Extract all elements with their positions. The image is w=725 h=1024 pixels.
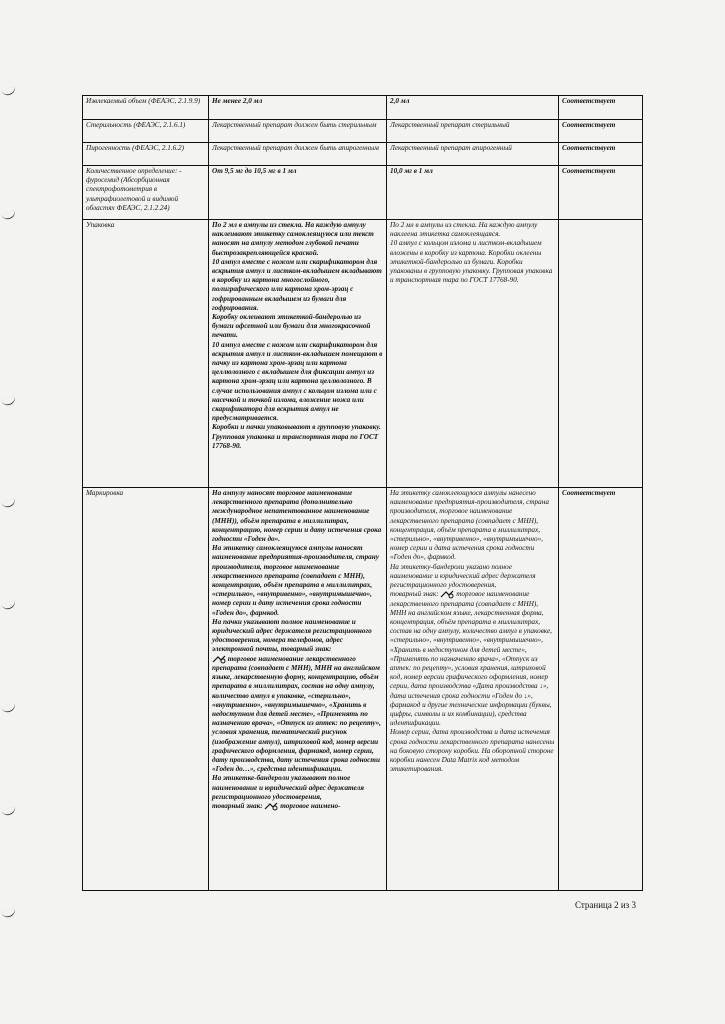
packaging-req-p1: По 2 мл в ампулы из стекла. На каждую ампулу наклеивают этикетку самоклеящуюся или текст наносят на ампулу методом глубокой печати быстрозакрепляющейся краской. (212, 221, 374, 257)
marking-req-p6 (212, 802, 383, 811)
conclusion-cell: Соответствует (559, 488, 643, 891)
trademark-logo-icon (264, 802, 278, 811)
packaging-res-p1: По 2 мл в ампулы из стекла. На каждую ампулу наклеена этикетка самоклеящаяся. (390, 221, 538, 239)
requirement-cell: Лекарственный препарат должен быть апирогенным (209, 143, 387, 166)
result-cell: 10,0 мг в 1 мл (387, 166, 559, 220)
spec-table (82, 95, 643, 891)
marking-result-cell (387, 488, 559, 891)
param-cell: Стерильность (ФЕАЭС, 2.1.6.1) (83, 120, 209, 143)
result-cell: Лекарственный препарат стерильный (387, 120, 559, 143)
marking-res-p1: На этикетку самоклеющуюся ампулы нанесено наименование предприятия-производителя, страна производителя, торговое наименование лекарственного препарата (совпадает с МНН), концентрация, объём препарата в миллилитрах, «стерильно», «внутривенно», «внутримышечно», номер серии и дата истечения срока годности «Годен до», фармкод. (390, 489, 549, 562)
requirement-cell: Не менее 2,0 мл (209, 96, 387, 120)
marking-res-p3-tail: торговое наименование лекарственного препарата (совпадает с МНН), МНН на английском языке, лекарственная форма, концентрация, объём препарата в миллилитрах, состав на одну ампулу, количество ампул в упаковке, «стерильно», «внутривенно», «внутримышечно», «Хранить в недоступном для детей месте», «Применять по назначению врача», «Отпуск из аптек: по рецепту», условия хранения, штриховой код, номер версии графического оформления, номер серии, дата производства «Дата производства ↓», дата истечения срока годности «Годен до ↓», фармакод и другие технические информации (буквы, цифры, символы и их комбинации), средства идентификации. (390, 590, 552, 728)
table-row (83, 143, 643, 166)
conclusion-cell: Соответствует (559, 143, 643, 166)
table-row (83, 96, 643, 120)
conclusion-cell: Соответствует (559, 120, 643, 143)
table-row (83, 166, 643, 220)
param-cell: Пирогенность (ФЕАЭС, 2.1.6.2) (83, 143, 209, 166)
marking-req-p2: На этикетку самоклеящуюся ампулы наносят наименование предприятия-производителя, страну производителя, торговое наименование лекарственного препарата (совпадает с МНН), концентрацию, объём препарата в миллилитрах, «стерильно», «внутривенно», «внутримышечно», номер серии и дату истечения срока годности «Годен до», фармкод. (212, 544, 379, 617)
conclusion-cell: Соответствует (559, 166, 643, 220)
param-cell: Количественное определение: - фуросемид (Абсорбционная спектрофотометрия в ультрафиолетовой и видимой областях ФЕАЭС, 2.1.2.24) (83, 166, 209, 220)
marking-req-p3: На пачки указывают полное наименование и юридический адрес держателя регистрационного удостоверения, номера телефонов, адрес электронной почты, товарный знак: (212, 617, 372, 654)
packaging-req-p2: 10 ампул вместе с ножом или скарификатором для вскрытия ампул и листком-вкладышем вкладывают в коробку из картона многослойного, полиграфического или картона хром-эрзац с гофрированным вкладышем из бумаги для гофрирования. (212, 257, 382, 312)
marking-res-p5: Номер серии, дата производства и дата истечения срока годности лекарственного препарата нанесены на боковую сторону коробки. На оборотной стороне коробки нанесен Data Matrix код методом этикетирования. (390, 728, 555, 774)
page-number: Страница 2 из 3 (575, 900, 636, 910)
table-row-packaging (83, 220, 643, 488)
trademark-logo-icon (440, 590, 454, 599)
marking-requirement-cell (209, 488, 387, 891)
param-cell: Упаковка (83, 220, 209, 488)
marking-res-p2: На этикетку-бандероли указано полное наименование и юридический адрес держателя регистрационного удостоверения, (390, 562, 536, 590)
marking-res-p3 (390, 590, 555, 728)
result-cell: 2,0 мл (387, 96, 559, 120)
marking-req-p1: На ампулу наносят торговое наименование лекарственного препарата (дополнительно международное непатентованное наименование (МНН)), объём препарата в миллилитрах, концентрацию, номер серии и дату истечения срока годности «Годен до». (212, 489, 382, 544)
param-cell: Маркировка (83, 488, 209, 891)
packaging-result-cell (387, 220, 559, 488)
packaging-req-p3: Коробку оклеивают этикеткой-бандеролью из бумаги офсетной или бумаги для многокрасочной печати. (212, 313, 371, 340)
conclusion-cell (559, 220, 643, 488)
marking-res-p3-text: товарный знак: (390, 590, 439, 599)
marking-req-p6-tail: торговое наимено- (280, 802, 341, 811)
packaging-requirement-cell (209, 220, 387, 488)
packaging-req-p4: 10 ампул вместе с ножом или скарификатором для вскрытия ампул и листком-вкладышем помещают в пачку из картона хром-эрзац или картона целлюлозного с вкладышем для фиксации ампул из картона хром-эрзац или картона целлюлозного. В случае использования ампул с кольцом излома или с насечкой и точкой излома, вложение ножа или скарификатора для вскрытия ампул не предусматривается. (212, 340, 383, 423)
table-row-marking (83, 488, 643, 891)
marking-req-p6-text: товарный знак: (212, 802, 263, 811)
marking-req-p4 (212, 655, 383, 775)
packaging-res-p2: 10 ампул с кольцом излома и листком-вкладышем вложены в коробку из картона. Коробки оклеены этикеткой-бандеролью из бумаги. Коробки упакованы в групповую упаковку. Групповая упаковка и транспортная тара по ГОСТ 17768-90. (390, 239, 553, 285)
table-row (83, 120, 643, 143)
result-cell: Лекарственный препарат апирогенный (387, 143, 559, 166)
param-cell: Извлекаемый объем (ФЕАЭС, 2.1.9.9) (83, 96, 209, 120)
requirement-cell: От 9,5 мг до 10,5 мг в 1 мл (209, 166, 387, 220)
requirement-cell: Лекарственный препарат должен быть стерильным (209, 120, 387, 143)
packaging-req-p5: Коробки и пачки упаковывают в групповую упаковку. Групповая упаковка и транспортная тара по ГОСТ 17768-90. (212, 423, 381, 450)
conclusion-cell: Соответствует (559, 96, 643, 120)
marking-req-p4-text: торговое наименование лекарственного препарата (совпадает с МНН), МНН на английском языке, лекарственную форму, концентрацию, объём препарата в миллилитрах, состав на одну ампулу, количество ампул в упаковке, «стерильно», «внутривенно», «внутримышечно», «Хранить в недоступном для детей месте», «Применять по назначению врача», «Отпуск из аптек: по рецепту», условия хранения, тематический рисунок (изображение ампул), штриховой код, номер версии графического оформления, фармакод, номер серии, дату производства, дату истечения срока годности «Годен до…», средства идентификации. (212, 654, 381, 774)
marking-req-p5: На этикетке-бандероли указывают полное наименование и юридический адрес держателя регистрационного удостоверения, (212, 774, 364, 801)
binder-holes (0, 0, 22, 1024)
trademark-logo-icon (212, 655, 226, 664)
